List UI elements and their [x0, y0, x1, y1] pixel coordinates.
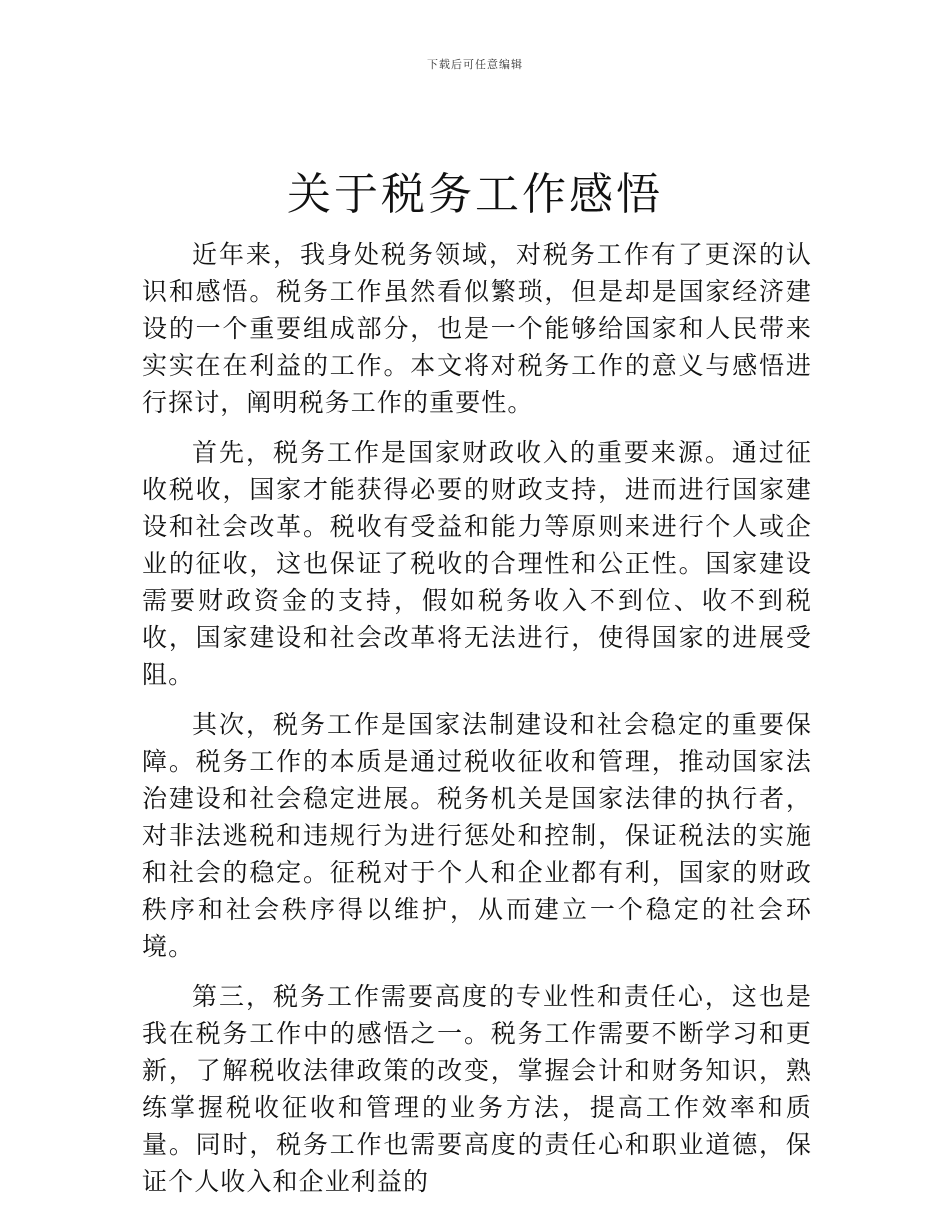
paragraph-third: 第三，税务工作需要高度的专业性和责任心，这也是我在税务工作中的感悟之一。税务工作需要不断学习和更新，了解税收法律政策的改变，掌握会计和财务知识，熟练掌握税收征收和管理的业务方法，提高工作效率和质量。同时，税务工作也需要高度的责任心和职业道德，保证个人收入和企业利益的	[142, 982, 812, 1196]
paragraph-intro: 近年来，我身处税务领域，对税务工作有了更深的认识和感悟。税务工作虽然看似繁琐，但是却是国家经济建设的一个重要组成部分，也是一个能够给国家和人民带来实实在在利益的工作。本文将对税务工作的意义与感悟进行探讨，阐明税务工作的重要性。	[142, 240, 812, 417]
paragraph-first: 首先，税务工作是国家财政收入的重要来源。通过征收税收，国家才能获得必要的财政支持，进而进行国家建设和社会改革。税收有受益和能力等原则来进行个人或企业的征收，这也保证了税收的合理性和公正性。国家建设需要财政资金的支持，假如税务收入不到位、收不到税收，国家建设和社会改革将无法进行，使得国家的进展受阻。	[142, 438, 812, 689]
paragraph-second: 其次，税务工作是国家法制建设和社会稳定的重要保障。税务工作的本质是通过税收征收和管理，推动国家法治建设和社会稳定进展。税务机关是国家法律的执行者，对非法逃税和违规行为进行惩处和控制，保证税法的实施和社会的稳定。征税对于个人和企业都有利，国家的财政秩序和社会秩序得以维护，从而建立一个稳定的社会环境。	[142, 710, 812, 961]
document-body	[142, 236, 812, 1213]
header-note: 下载后可任意编辑	[427, 58, 523, 71]
document-title: 关于税务工作感悟	[287, 169, 663, 220]
